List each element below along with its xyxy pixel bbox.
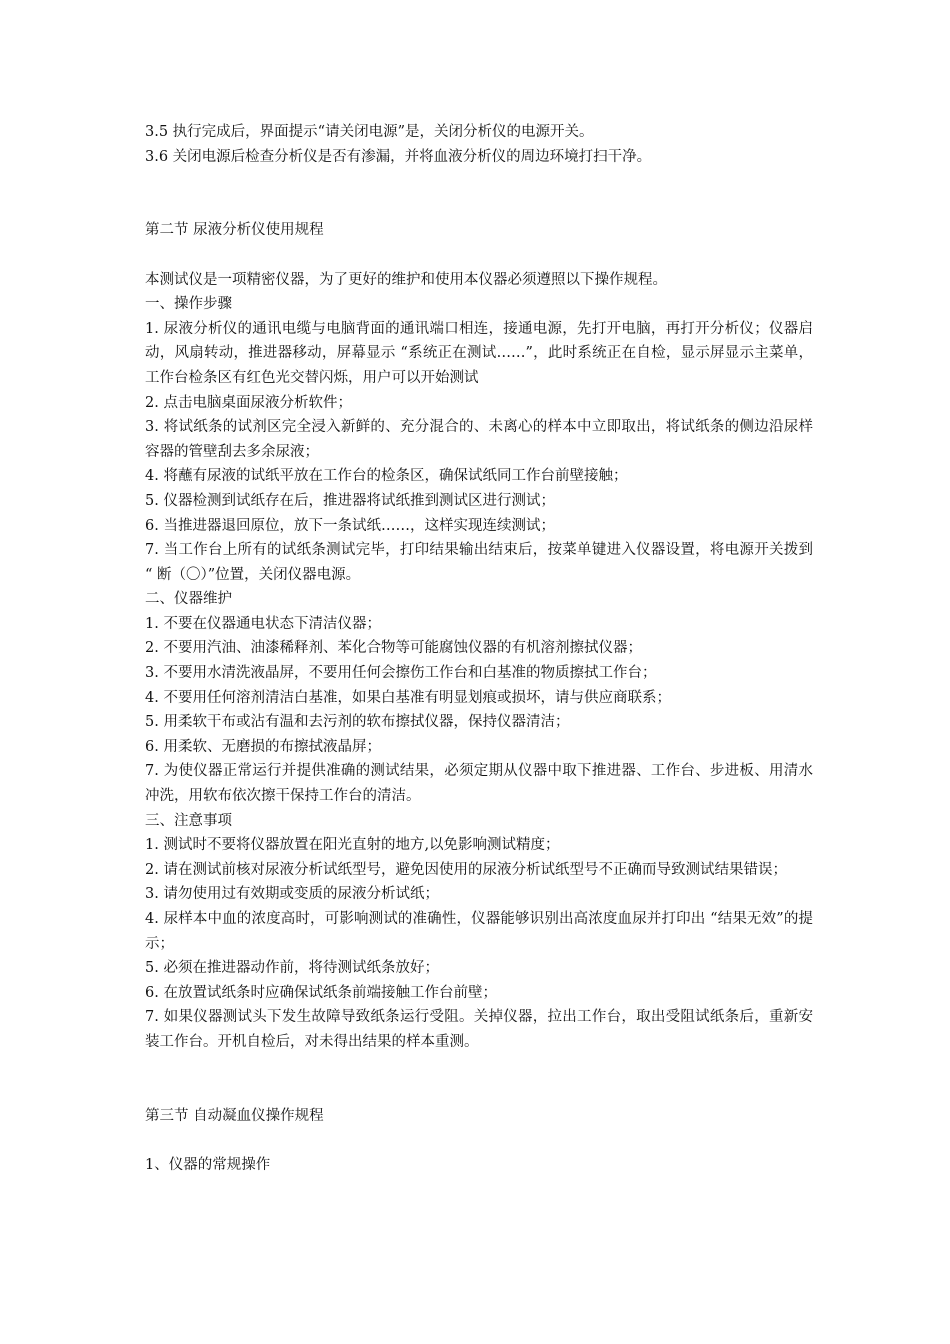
- op-step-5: 5. 仪器检测到试纸存在后，推进器将试纸推到测试区进行测试；: [145, 492, 555, 509]
- note-item-3: 3. 请勿使用过有效期或变质的尿液分析试纸；: [145, 886, 439, 903]
- op-step-4: 4. 将蘸有尿液的试纸平放在工作台的检条区，确保试纸同工作台前壁接触；: [145, 468, 628, 485]
- note-item-2: 2. 请在测试前核对尿液分析试纸型号，避免因使用的尿液分析试纸型号不正确而导致测试结果错误；: [145, 861, 787, 878]
- notes-heading: 三、注意事项: [145, 812, 232, 829]
- paragraph-3-5: 3.5 执行完成后，界面提示“请关闭电源”是，关闭分析仪的电源开关。: [145, 124, 594, 140]
- maint-item-2: 2. 不要用汽油、油漆稀释剂、苯化合物等可能腐蚀仪器的有机溶剂擦拭仪器；: [145, 640, 642, 657]
- op-step-7: 7. 当工作台上所有的试纸条测试完毕，打印结果输出结束后，按菜单键进入仪器设置，将电源开关拨到 “ 断（〇）”位置，关闭仪器电源。: [145, 542, 813, 583]
- operation-steps-heading: 一、操作步骤: [145, 296, 232, 313]
- document-page: [145, 120, 813, 1178]
- maint-item-1: 1. 不要在仪器通电状态下清洁仪器；: [145, 615, 381, 632]
- note-item-4: 4. 尿样本中血的浓度高时，可影响测试的准确性，仪器能够识别出高浓度血尿并打印出 “结果无效”的提示；: [145, 911, 813, 952]
- section-2-title: 第二节 尿液分析仪使用规程: [145, 222, 324, 239]
- note-item-7: 7. 如果仪器测试头下发生故障导致纸条运行受阻。关掉仪器，拉出工作台，取出受阻试纸条后，重新安装工作台。开机自检后，对未得出结果的样本重测。: [145, 1009, 813, 1050]
- maint-item-6: 6. 用柔软、无磨损的布擦拭液晶屏；: [145, 738, 381, 755]
- paragraph-3-6: 3.6 关闭电源后检查分析仪是否有渗漏，并将血液分析仪的周边环境打扫干净。: [145, 148, 652, 165]
- section-3-title: 第三节 自动凝血仪操作规程: [145, 1107, 324, 1124]
- note-item-6: 6. 在放置试纸条时应确保试纸条前端接触工作台前壁；: [145, 984, 497, 1001]
- section-3-subheading: 1、仪器的常规操作: [145, 1156, 271, 1173]
- op-step-2: 2. 点击电脑桌面尿液分析软件；: [145, 394, 352, 411]
- op-step-6: 6. 当推进器退回原位，放下一条试纸……，这样实现连续测试；: [145, 517, 555, 534]
- maintenance-heading: 二、仪器维护: [145, 591, 232, 608]
- op-step-3: 3. 将试纸条的试剂区完全浸入新鲜的、充分混合的、未离心的样本中立即取出，将试纸条的侧边沿尿样容器的管壁刮去多余尿液；: [145, 419, 813, 460]
- note-item-5: 5. 必须在推进器动作前，将待测试纸条放好；: [145, 960, 439, 977]
- note-item-1: 1. 测试时不要将仪器放置在阳光直射的地方,以免影响测试精度；: [145, 837, 560, 854]
- section-2-intro: 本测试仪是一项精密仪器，为了更好的维护和使用本仪器必须遵照以下操作规程。: [145, 271, 667, 288]
- maint-item-7: 7. 为使仪器正常运行并提供准确的测试结果，必须定期从仪器中取下推进器、工作台、步进板、用清水冲洗，用软布依次擦干保持工作台的清洁。: [145, 763, 813, 805]
- maint-item-3: 3. 不要用水清洗液晶屏，不要用任何会擦伤工作台和白基准的物质擦拭工作台；: [145, 665, 657, 682]
- maint-item-4: 4. 不要用任何溶剂清洁白基准，如果白基准有明显划痕或损坏，请与供应商联系；: [145, 689, 671, 706]
- maint-item-5: 5. 用柔软干布或沾有温和去污剂的软布擦拭仪器，保持仪器清洁；: [145, 714, 570, 731]
- op-step-1: 1. 尿液分析仪的通讯电缆与电脑背面的通讯端口相连，接通电源，先打开电脑，再打开分析仪；仪器启动，风扇转动，推进器移动，屏幕显示 “系统正在测试……”，此时系统正在自检，显示屏显示主菜单，工作台检条区有红色光交替闪烁，用户可以开始测试: [145, 320, 813, 386]
